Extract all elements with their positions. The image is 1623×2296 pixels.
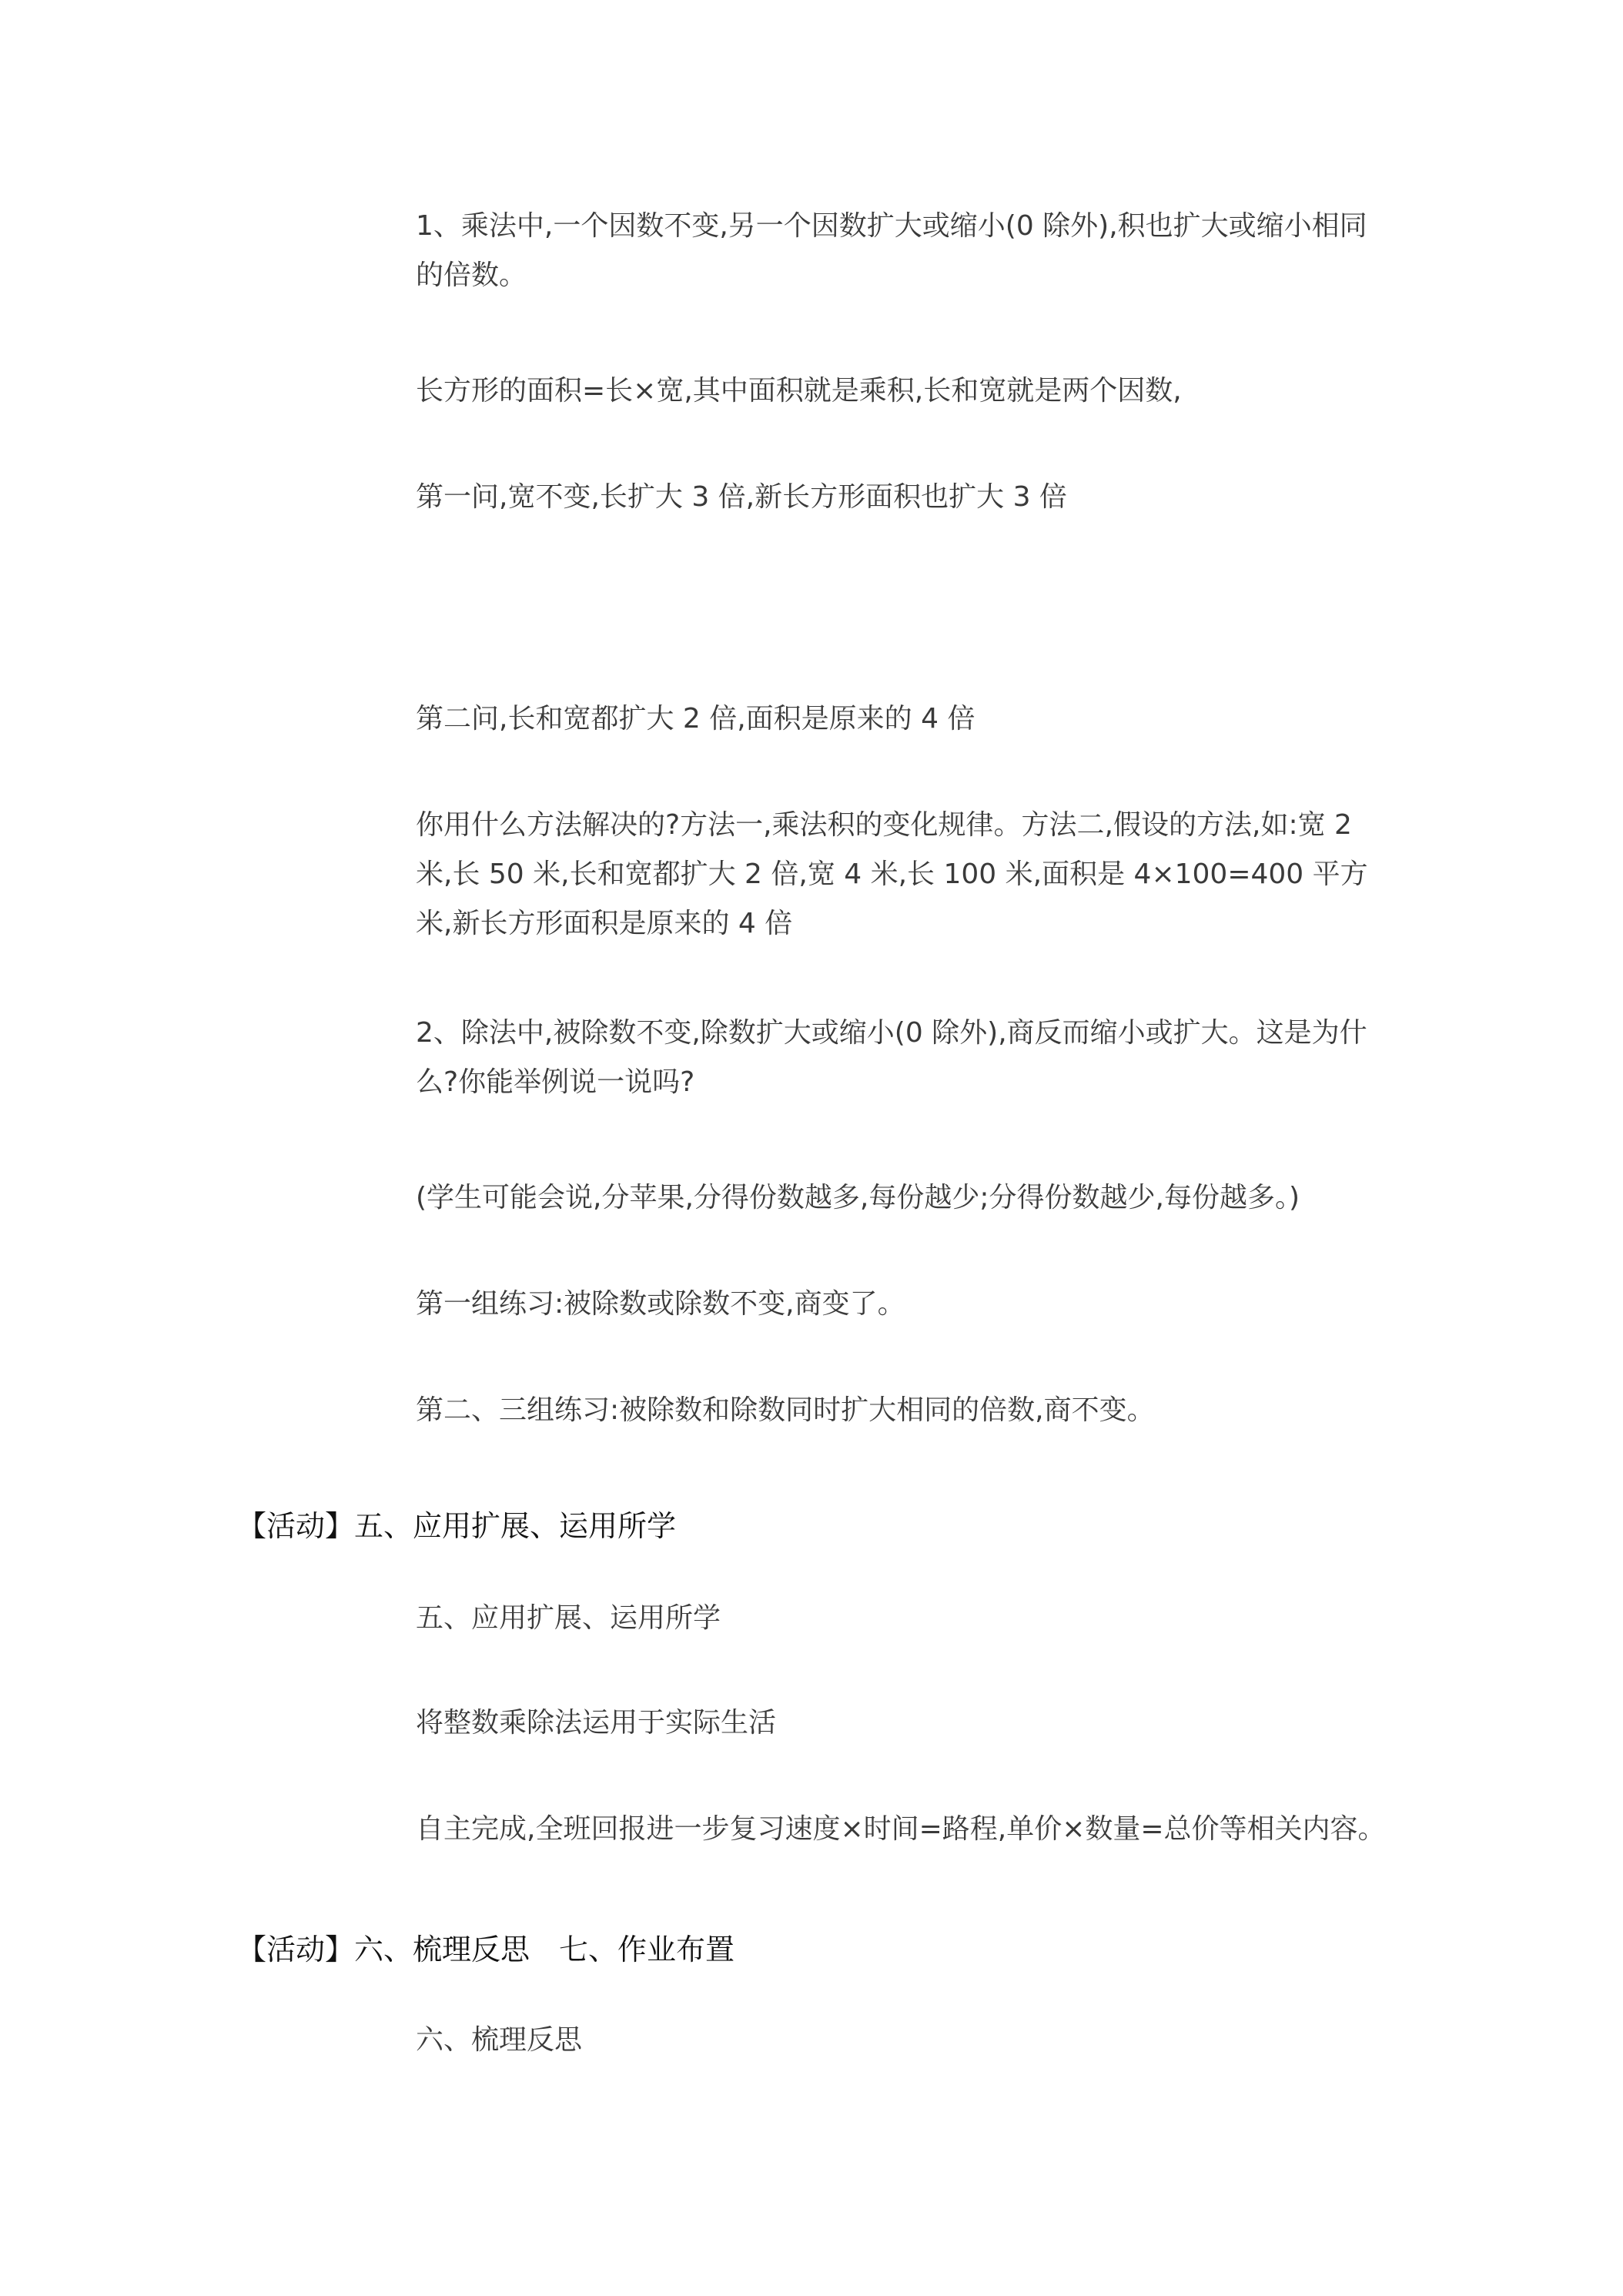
paragraph-question-one: 第一问,宽不变,长扩大 3 倍,新长方形面积也扩大 3 倍 — [416, 481, 1067, 513]
paragraph-activity-five-title: 五、应用扩展、运用所学 — [416, 1602, 721, 1634]
paragraph-methods: 你用什么方法解决的?方法一,乘法积的变化规律。方法二,假设的方法,如:宽 2 米,长 50 米,长和宽都扩大 2 倍,宽 4 米,长 100 米,面积是 4×100=400 平方米,新长方形面积是原来的 4 倍 — [416, 809, 1368, 939]
activity-five-heading: 【活动】五、应用扩展、运用所学 — [237, 1509, 677, 1543]
activity-six-heading: 【活动】六、梳理反思 七、作业布置 — [237, 1933, 735, 1966]
paragraph-division-rule: 2、除法中,被除数不变,除数扩大或缩小(0 除外),商反而缩小或扩大。这是为什么?你能举例说一说吗? — [416, 1017, 1367, 1098]
paragraph-reflection: 六、梳理反思 — [416, 2024, 583, 2056]
paragraph-exercise-group-one: 第一组练习:被除数或除数不变,商变了。 — [416, 1288, 905, 1320]
paragraph-exercise-groups-two-three: 第二、三组练习:被除数和除数同时扩大相同的倍数,商不变。 — [416, 1394, 1155, 1426]
paragraph-question-two: 第二问,长和宽都扩大 2 倍,面积是原来的 4 倍 — [416, 703, 975, 735]
paragraph-self-completion: 自主完成,全班回报进一步复习速度×时间=路程,单价×数量=总价等相关内容。 — [416, 1813, 1386, 1845]
paragraph-real-life-application: 将整数乘除法运用于实际生活 — [416, 1707, 777, 1739]
paragraph-multiplication-rule: 1、乘法中,一个因数不变,另一个因数扩大或缩小(0 除外),积也扩大或缩小相同的倍数。 — [416, 210, 1367, 291]
paragraph-rectangle-area: 长方形的面积=长×宽,其中面积就是乘积,长和宽就是两个因数, — [416, 375, 1182, 407]
paragraph-student-answer: (学生可能会说,分苹果,分得份数越多,每份越少;分得份数越少,每份越多。) — [416, 1182, 1300, 1213]
